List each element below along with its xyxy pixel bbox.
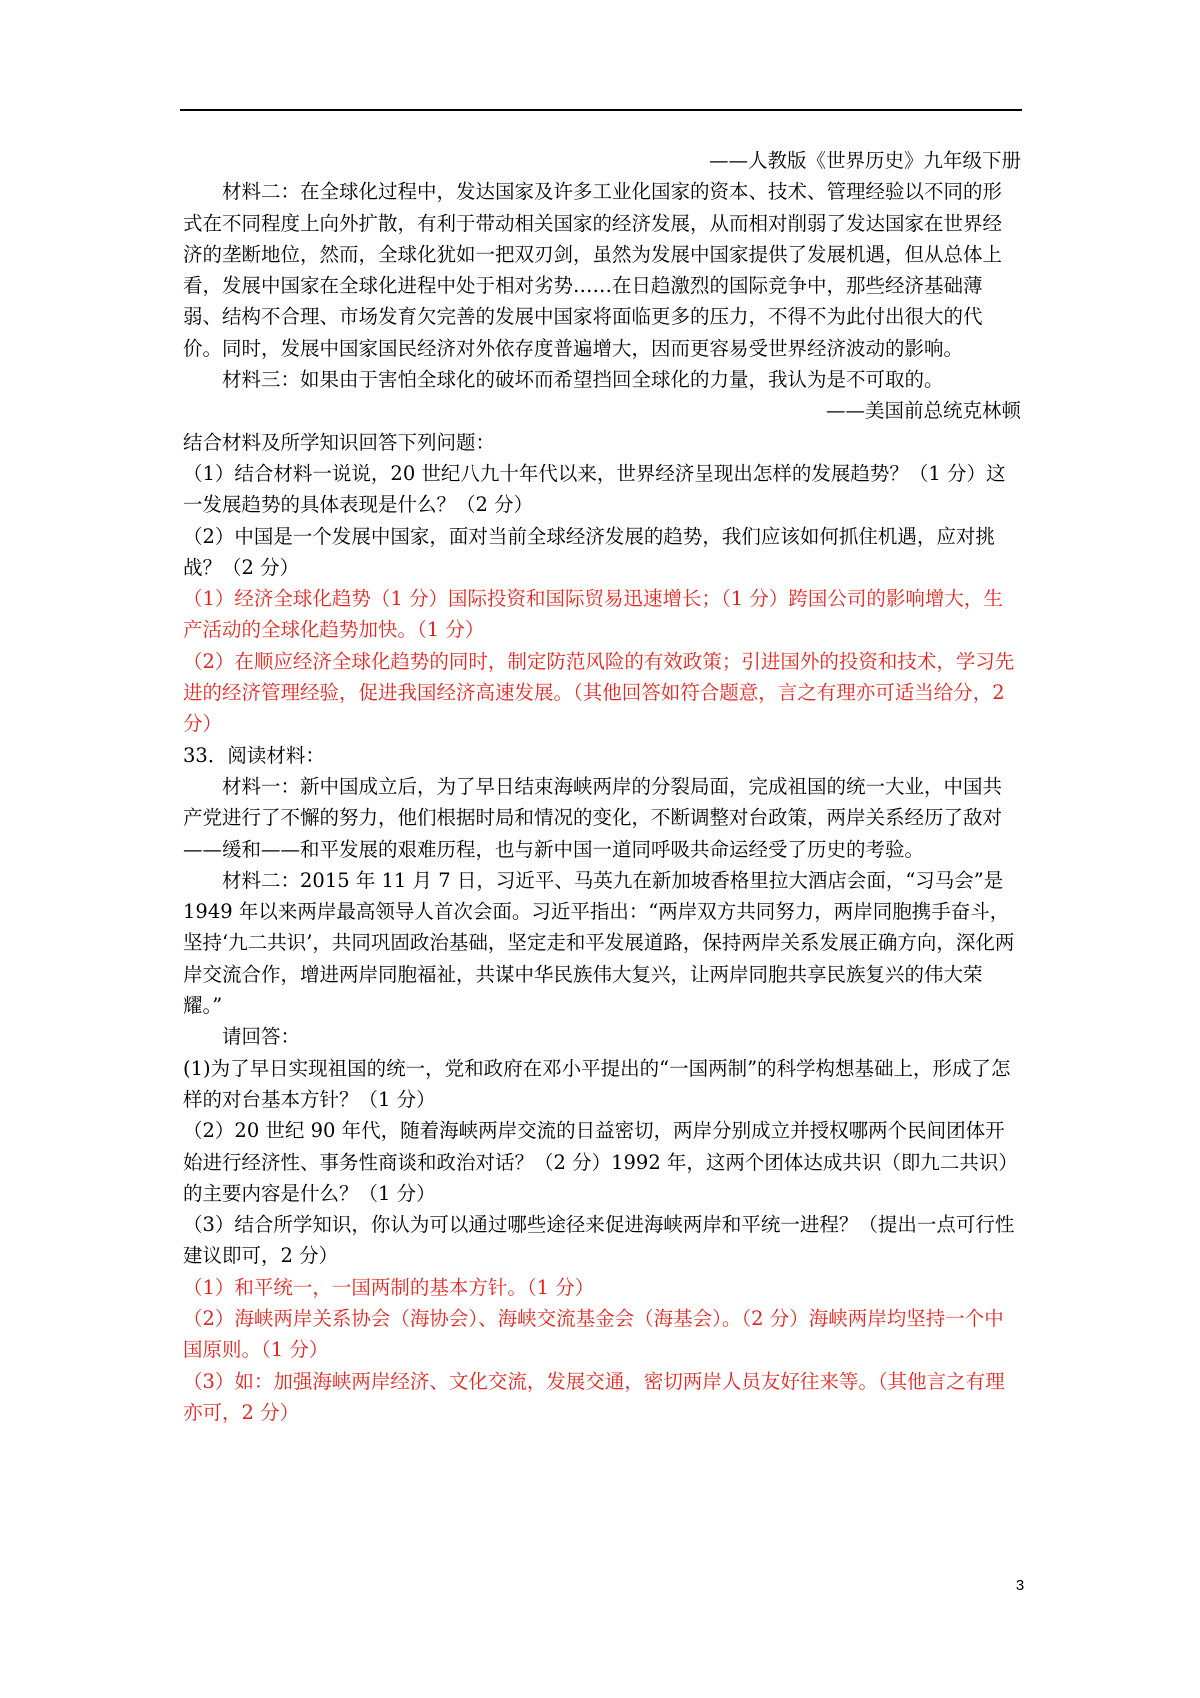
material-3: 材料三：如果由于害怕全球化的破坏而希望挡回全球化的力量，我认为是不可取的。 xyxy=(222,368,944,392)
answer-1: （1）经济全球化趋势（1 分）国际投资和国际贸易迅速增长；（1 分）跨国公司的影响增大，生产活动的全球化趋势加快。（1 分） xyxy=(183,587,1003,642)
page-content xyxy=(183,145,1021,1428)
header-rule xyxy=(180,109,1022,111)
q33-answer-2: （2）海峡两岸关系协会（海协会）、海峡交流基金会（海基会）。（2 分）海峡两岸均坚持一个中国原则。（1 分） xyxy=(183,1306,1004,1362)
q33-material-2: 材料二：2015 年 11 月 7 日，习近平、马英九在新加坡香格里拉大酒店会面，“习马会”是 1949 年以来两岸最高领导人首次会面。习近平指出：“两岸双方共同努力，两岸同胞携手奋斗，坚持‘九二共识’，共同巩固政治基础，坚定走和平发展道路，保持两岸关系发展正确方向，深化两岸交流合作，增进两岸同胞福祉，共谋中华民族伟大复兴，让两岸同胞共享民族复兴的伟大荣耀。” xyxy=(183,868,1015,1018)
q33-ask: 请回答： xyxy=(222,1025,301,1049)
material-2: 材料二：在全球化过程中，发达国家及许多工业化国家的资本、技术、管理经验以不同的形式在不同程度上向外扩散，有利于带动相关国家的经济发展，从而相对削弱了发达国家在世界经济的垄断地位，然而，全球化犹如一把双刃剑，虽然为发展中国家提供了发展机遇，但从总体上看，发展中国家在全球化进程中处于相对劣势……在日趋激烈的国际竞争中，那些经济基础薄弱、结构不合理、市场发育欠完善的发展中国家将面临更多的压力，不得不为此付出很大的代价。同时，发展中国家国民经济对外依存度普遍增大，因而更容易受世界经济波动的影响。 xyxy=(183,180,1003,360)
q33-question-2: （2）20 世纪 90 年代，随着海峡两岸交流的日益密切，两岸分别成立并授权哪两个民间团体开始进行经济性、事务性商谈和政治对话？（2 分）1992 年，这两个团体达成共识（即九二共识）的主要内容是什么？（1 分） xyxy=(183,1119,1018,1205)
q33-question-3: （3）结合所学知识，你认为可以通过哪些途径来促进海峡两岸和平统一进程？（提出一点可行性建议即可，2 分） xyxy=(183,1213,1015,1268)
q33-question-1: (1)为了早日实现祖国的统一，党和政府在邓小平提出的“一国两制”的科学构想基础上，形成了怎样的对台基本方针？（1 分） xyxy=(183,1056,1011,1111)
q33-answer-1: （1）和平统一，一国两制的基本方针。（1 分） xyxy=(183,1275,595,1299)
question-prompt: 结合材料及所学知识回答下列问题： xyxy=(183,430,496,454)
q33-material-1: 材料一：新中国成立后，为了早日结束海峡两岸的分裂局面，完成祖国的统一大业，中国共产党进行了不懈的努力，他们根据时局和情况的变化，不断调整对台政策，两岸关系经历了敌对——缓和——和平发展的艰难历程，也与新中国一道同呼吸共命运经受了历史的考验。 xyxy=(183,774,1003,861)
question-2: （2）中国是一个发展中国家，面对当前全球经济发展的趋势，我们应该如何抓住机遇，应对挑战？（2 分） xyxy=(183,524,995,579)
material-3-source: ——美国前总统克林顿 xyxy=(825,399,1021,423)
q33-answer-3: （3）如：加强海峡两岸经济、文化交流，发展交通，密切两岸人员友好往来等。（其他言之有理亦可，2 分） xyxy=(183,1369,1005,1424)
page-number: 3 xyxy=(1015,1577,1025,1594)
question-1: （1）结合材料一说说，20 世纪八九十年代以来，世界经济呈现出怎样的发展趋势？（1 分）这一发展趋势的具体表现是什么？（2 分） xyxy=(183,461,1006,517)
question-33-title: 33．阅读材料： xyxy=(183,743,325,767)
source-citation: ——人教版《世界历史》九年级下册 xyxy=(708,149,1021,172)
answer-2: （2）在顺应经济全球化趋势的同时，制定防范风险的有效政策；引进国外的投资和技术，学习先进的经济管理经验，促进我国经济高速发展。（其他回答如符合题意，言之有理亦可适当给分，2 分） xyxy=(183,649,1015,736)
